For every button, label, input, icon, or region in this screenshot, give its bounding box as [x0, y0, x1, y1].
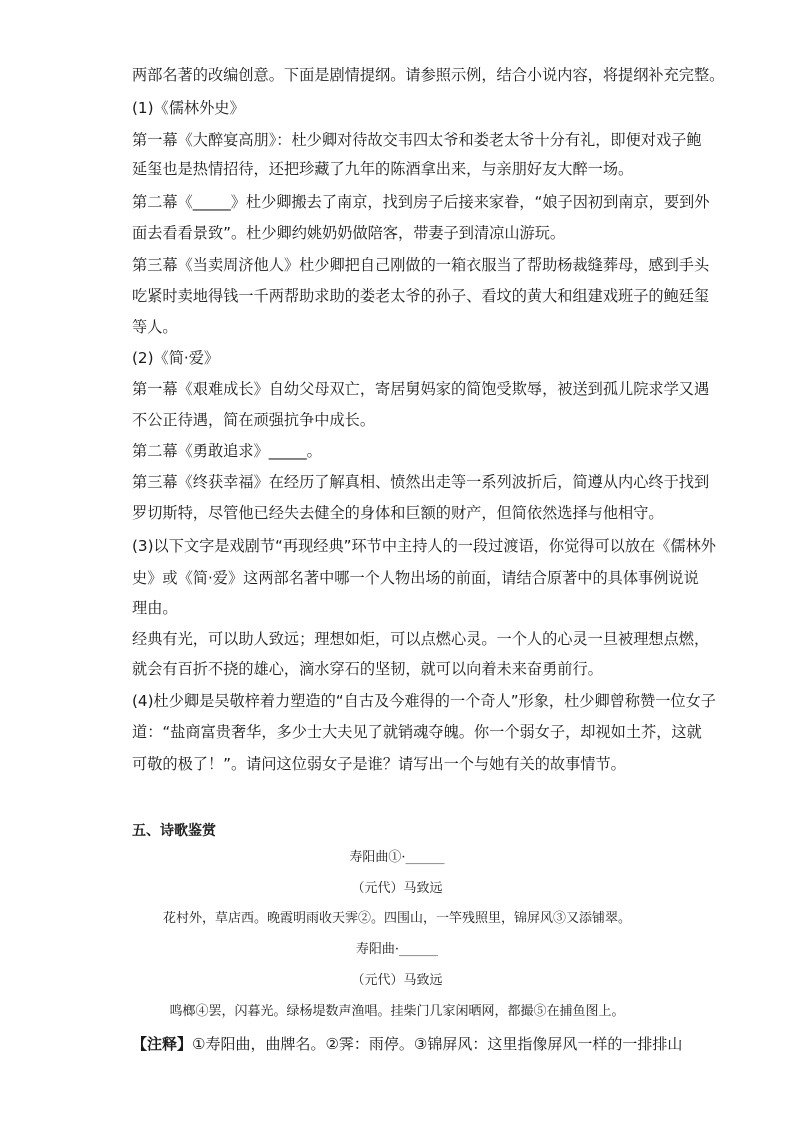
- text-line: 就会有百折不挠的雄心，滴水穿石的坚韧，就可以向着未来奋勇前行。: [132, 660, 603, 678]
- text-line: 罗切斯特，尽管他已经失去健全的身体和巨额的财产，但简依然选择与他相守。: [132, 504, 664, 522]
- text-line: 理由。: [132, 599, 178, 617]
- text-line: 第三幕《终获幸福》在经历了解真相、愤然出走等一系列波折后，简遵从内心终于找到: [132, 473, 710, 491]
- poem-1-author: （元代）马致远: [351, 881, 443, 896]
- poem-2-title: 寿阳曲·______: [355, 942, 439, 957]
- annotation-text: ①寿阳曲，曲牌名。②霁：雨停。③锦屏风：这里指像屏风一样的一排排山: [192, 1035, 683, 1053]
- text-line: 面去看看景致”。杜少卿约姚奶奶做陪客，带妻子到清凉山游玩。: [132, 224, 566, 242]
- text-line: 第一幕《大醉宴高朋》：杜少卿对待故交韦四太爷和娄老太爷十分有礼，即便对戏子鲍: [132, 131, 702, 149]
- text-line: 史》或《简·爱》这两部名著中哪一个人物出场的前面，请结合原著中的具体事例说说: [132, 569, 699, 587]
- poem-1-body: 花村外，草店西。晚霞明雨收天霁②。四围山，一竿残照里，锦屏风③又添铺翠。: [162, 911, 631, 926]
- text-line: 第三幕《当卖周济他人》杜少卿把自己刚做的一箱衣服当了帮助杨裁缝葬母，感到手头: [132, 256, 710, 274]
- text-line: 不公正待遇，简在顽强抗争中成长。: [132, 411, 375, 429]
- text-line: 延玺也是热情招待，还把珍藏了九年的陈酒拿出来，与亲朋好友大醉一场。: [132, 160, 634, 178]
- text-line: 第二幕《_____》杜少卿搬去了南京，找到房子后接来家眷，“娘子因初到南京，要到外: [132, 193, 710, 211]
- text-line: 第二幕《勇敢追求》_____。: [132, 442, 322, 460]
- text-line: 第一幕《艰难成长》自幼父母双亡，寄居舅妈家的简饱受欺辱，被送到孤儿院求学又遇: [132, 380, 710, 398]
- question-3-line: (3)以下文字是戏剧节“再现经典”环节中主持人的一段过渡语，你觉得可以放在《儒林外: [132, 537, 716, 555]
- text-line: 经典有光，可以助人致远；理想如炬，可以点燃心灵。一个人的心灵一旦被理想点燃，: [132, 630, 710, 648]
- question-1-heading: (1)《儒林外史》: [132, 99, 245, 117]
- section-title: 五、诗歌鉴赏: [132, 823, 216, 839]
- text-line: 可敬的极了！”。请问这位弱女子是谁？请写出一个与她有关的故事情节。: [132, 755, 626, 773]
- poem-2-author: （元代）马致远: [351, 973, 443, 988]
- text-line: 吃紧时卖地得钱一千两帮助求助的娄老太爷的孙子、看坟的黄大和组建戏班子的鲍廷玺: [132, 287, 710, 305]
- annotation-line: [132, 1034, 683, 1054]
- question-4-line: (4)杜少卿是吴敬梓着力塑造的“自古及今难得的一个奇人”形象，杜少卿曾称赞一位女子: [132, 692, 716, 710]
- question-2-heading: (2)《简·爱》: [132, 349, 220, 367]
- text-line: 道：“盐商富贵奢华，多少士大夫见了就销魂夺魄。你一个弱女子，却视如土芥，这就: [132, 723, 702, 741]
- text-line: 等人。: [132, 318, 178, 336]
- text-line: 两部名著的改编创意。下面是剧情提纲。请参照示例，结合小说内容，将提纲补充完整。: [132, 66, 725, 84]
- poem-2-body: 鸣榔④罢，闪暮光。绿杨堤数声渔唱。挂柴门几家闲晒网，都撮⑤在捕鱼图上。: [169, 1004, 625, 1019]
- annotation-label: 【注释】: [132, 1035, 193, 1053]
- poem-1-title: 寿阳曲①·______: [349, 850, 445, 865]
